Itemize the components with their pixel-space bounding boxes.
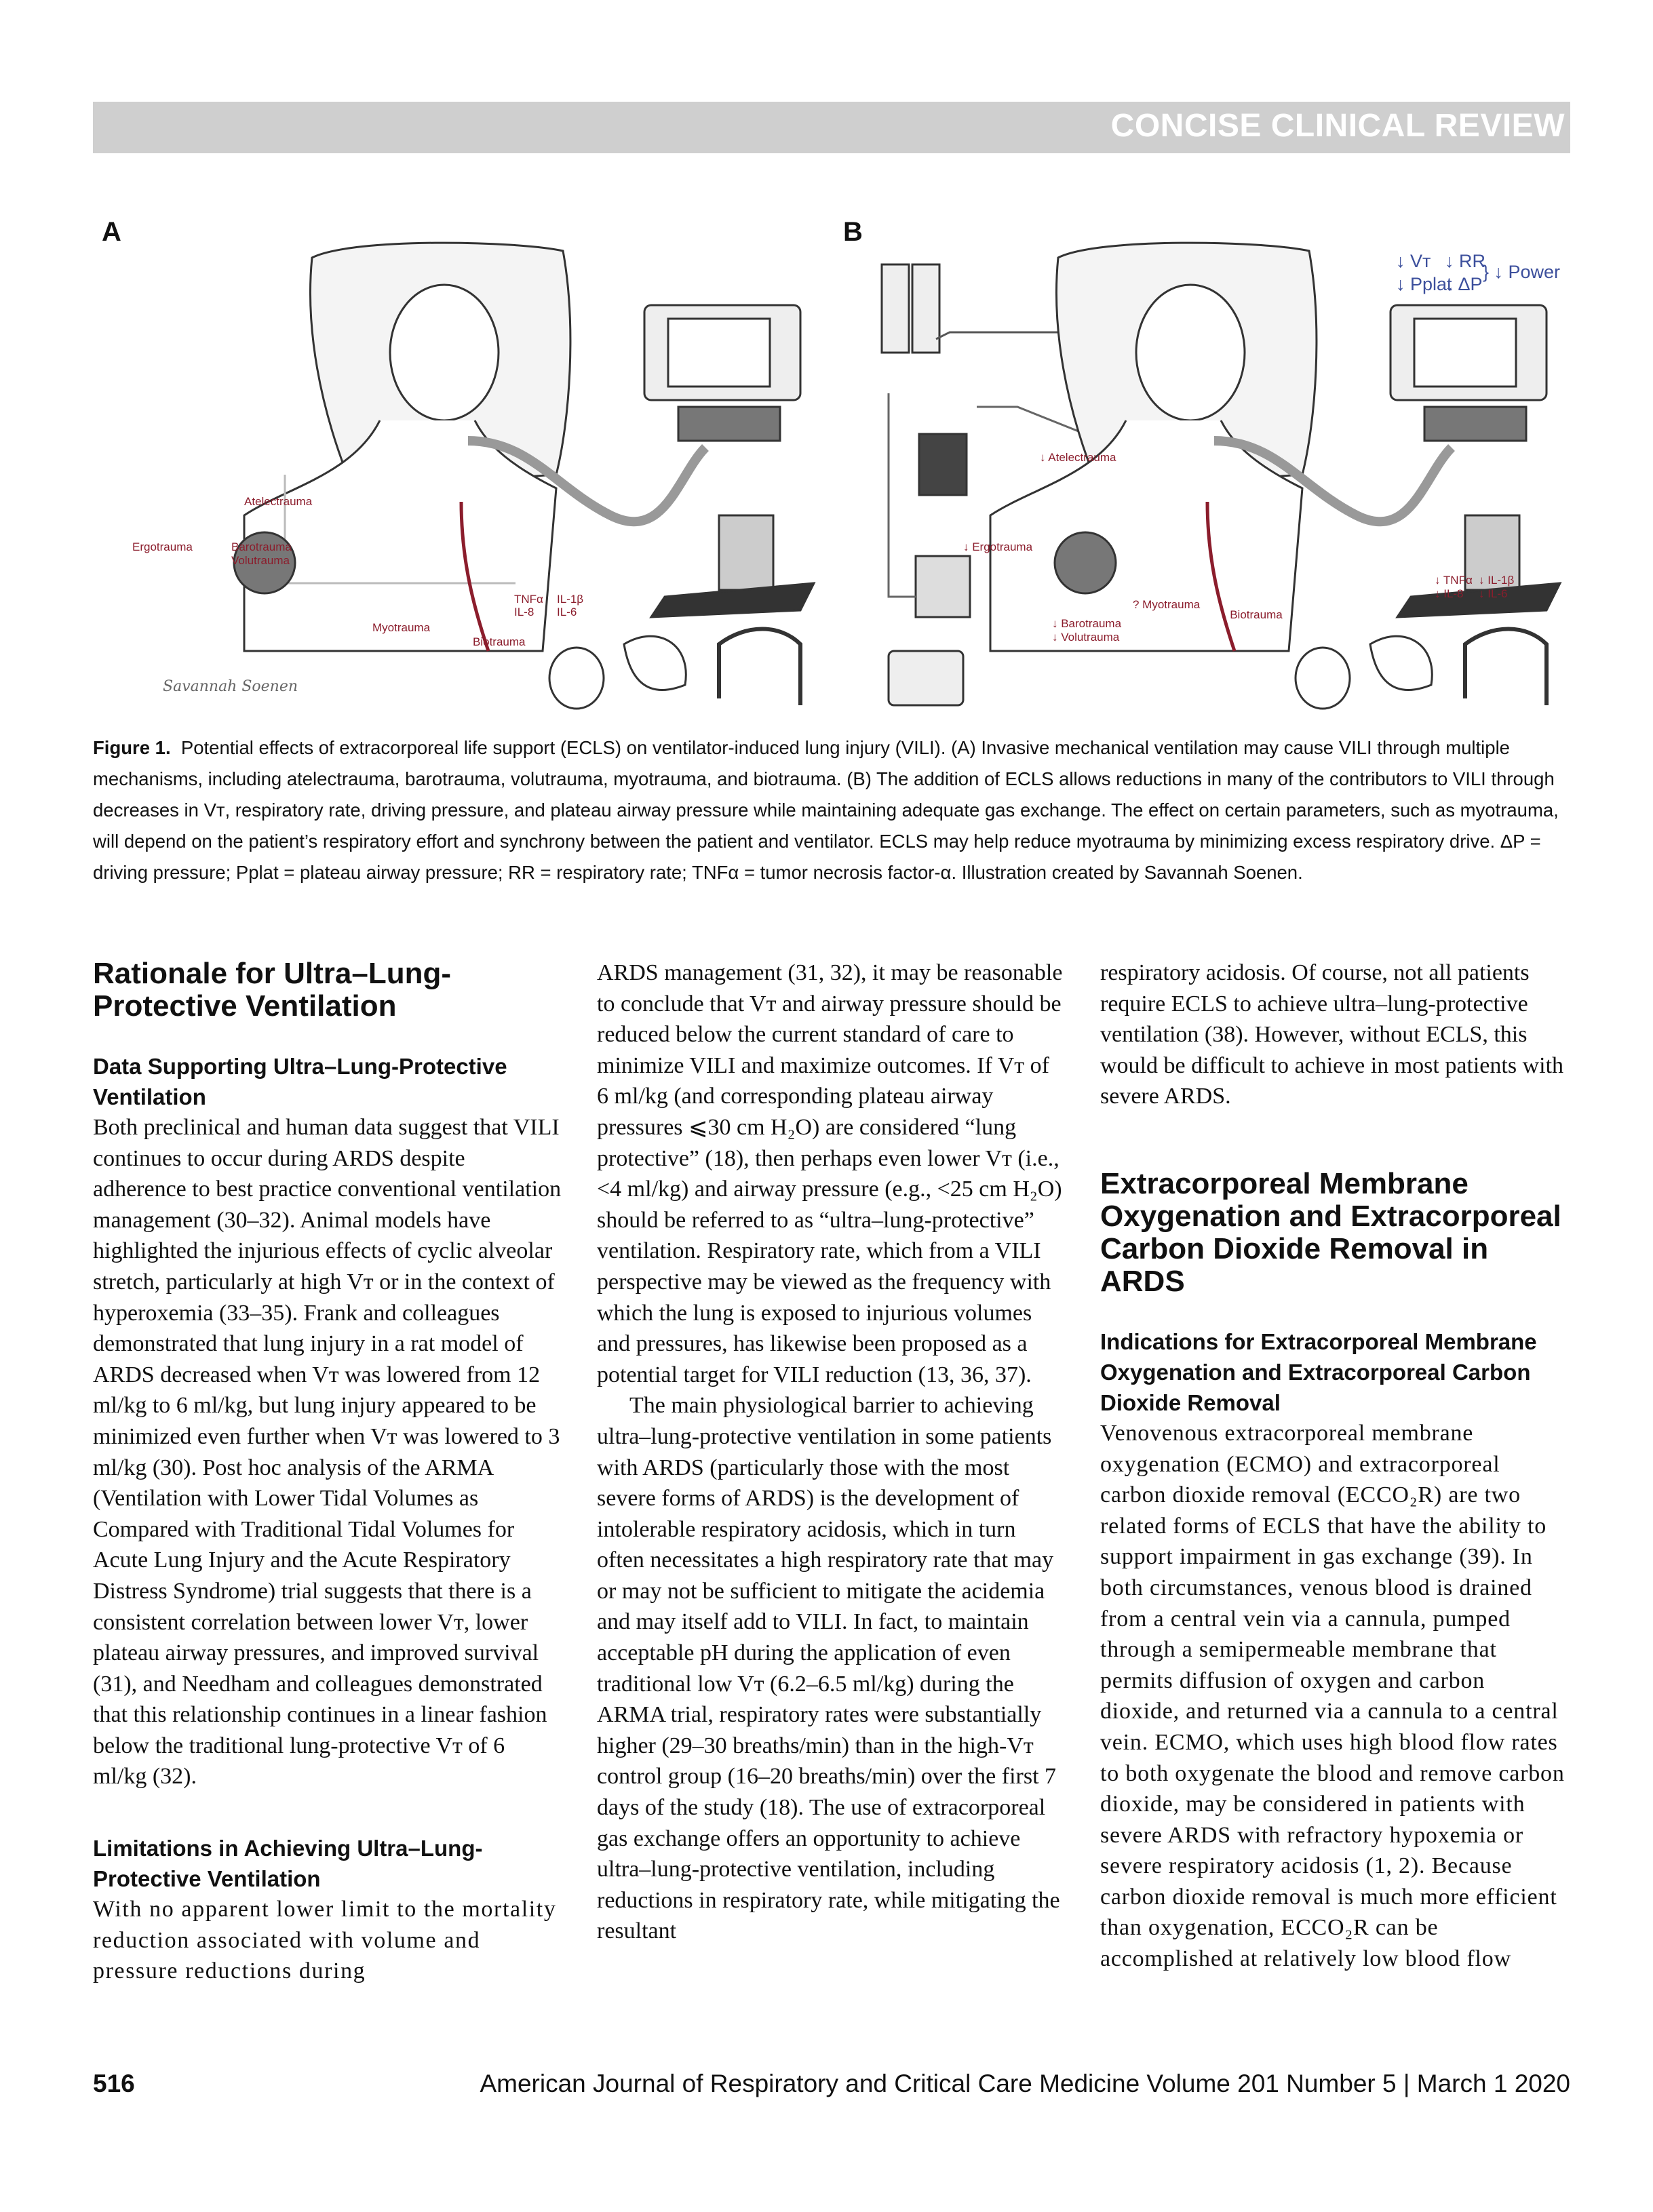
label-tnf: TNFα (514, 593, 543, 606)
caption-text: Potential effects of extracorporeal life support (ECLS) on ventilator-induced lung injury (VILI). (A) Invasive mechanical ventilation may cause VILI through multiple mechanisms, including atelectrauma, barotrauma, volutrauma, myotrauma, and biotrauma. (B) The addition of ECLS allows reductions in many of the contributors to VILI through decreases in Vᴛ, respiratory rate, driving pressure, and plateau airway pressure while maintaining adequate gas exchange. The effect on certain parameters, such as myotrauma, will depend on the patient’s respiratory effort and synchrony between the patient and ventilator. ECLS may help reduce myotrauma by minimizing excess respiratory drive. ΔP = driving pressure; Pplat = plateau airway pressure; RR = respiratory rate; TNFα = tumor necrosis factor-α. Illustration created by Savannah Soenen. (93, 737, 1559, 883)
label-volutrauma: Volutrauma (231, 554, 290, 567)
panel-b-label: B (843, 217, 863, 247)
label-biotrauma: Biotrauma (473, 635, 526, 648)
column-3 (1100, 957, 1570, 1975)
label-ergotrauma-b: ↓ Ergotrauma (963, 540, 1033, 553)
page-number: 516 (93, 2070, 135, 2097)
label-il1b-b: ↓ IL-1β (1479, 574, 1515, 587)
label-delta-p: ↓ ΔP (1445, 274, 1483, 294)
label-il8: IL-8 (514, 606, 534, 618)
label-il1b: IL-1β (557, 593, 584, 606)
artist-signature: Savannah Soenen (163, 678, 298, 695)
label-pplat: ↓ Pplat (1396, 274, 1452, 294)
ecls-console (889, 651, 963, 705)
label-power: } ↓ Power (1483, 262, 1561, 282)
label-il8-b: ↓ IL-8 (1435, 587, 1464, 600)
body-paragraph: The main physiological barrier to achieving ultra–lung-protective ventilation in some patients with ARDS (particularly those with the most severe forms of ARDS) is the development of intolerable respiratory acidosis, which in turn often necessitates a high respiratory rate that may or may not be sufficient to mitigate the acidemia and may itself add to VILI. In fact, to maintain acceptable pH during the application of even traditional low Vᴛ (6.2–6.5 ml/kg) during the ARMA trial, respiratory rates were substantially higher (29–30 breaths/min) than in the high-Vᴛ control group (16–20 breaths/min) over the first 7 days of the study (18). The use of extracorporeal gas exchange offers an opportunity to achieve ultra–lung-protective ventilation, including reductions in respiratory rate, while mitigating the resultant (597, 1393, 1060, 1944)
label-myotrauma: Myotrauma (372, 621, 431, 634)
body-paragraph: ARDS management (31, 32), it may be reasonable to conclude that Vᴛ and airway pressure should be reduced below the current standard of care to minimize VILI and maximize outcomes. If Vᴛ of 6 ml/kg (and corresponding plateau airway pressures ⩽30 cm H₂O) are considered “lung protective” (18), then perhaps even lower Vᴛ (i.e., <4 ml/kg) and airway pressure (e.g., <25 cm H₂O) should be referred to as “ultra–lung-protective” ventilation. Respiratory rate, which from a VILI perspective may be viewed as the frequency with which the lung is exposed to injurious volumes and pressures, has likewise been proposed as a potential target for VILI reduction (13, 36, 37). (597, 960, 1063, 1387)
subsection-heading: Indications for Extracorporeal Membrane Oxygenation and Extracorporeal Carbon Dioxide Removal (1100, 1328, 1537, 1415)
caption-label: Figure 1. (93, 737, 171, 758)
body-paragraph: Venovenous extracorporeal membrane oxygenation (ECMO) and extracorporeal carbon dioxide removal (ECCO₂R) are two related forms of ECLS that have the ability to support impairment in gas exchange (39). In both circumstances, venous blood is drained from a central vein via a cannula, pumped through a semipermeable membrane that permits diffusion of oxygen and carbon dioxide, and returned via a cannula to a central vein. ECMO, which uses high blood flow rates to both oxygenate the blood and remove carbon dioxide, may be considered in patients with severe ARDS with refractory hypoxemia or severe respiratory acidosis (1, 2). Because carbon dioxide removal is much more efficient than oxygenation, ECCO₂R can be accomplished at relatively low blood flow (1100, 1420, 1565, 1972)
label-ergotrauma: Ergotrauma (132, 540, 193, 553)
body-paragraph: Both preclinical and human data suggest that VILI continues to occur during ARDS despite adherence to best practice conventional ventilation management (30–32). Animal models have highlighted the injurious effects of cyclic alveolar stretch, particularly at high Vᴛ or in the context of hyperoxemia (33–35). Frank and colleagues demonstrated that lung injury in a rat model of ARDS decreased when Vᴛ was lowered from 12 ml/kg to 6 ml/kg, but lung injury appeared to be minimized even further when Vᴛ was lowered to 3 ml/kg (30). Post hoc analysis of the ARMA (Ventilation with Lower Tidal Volumes as Compared with Traditional Tidal Volumes for Acute Lung Injury and the Acute Respiratory Distress Syndrome) trial suggests that there is a consistent correlation between lower Vᴛ, lower plateau airway pressures, and improved survival (31), and Needham and colleagues demonstrated that this relationship continues in a linear fashion below the traditional lung-protective Vᴛ of 6 ml/kg (32). (93, 1115, 562, 1790)
label-atelectrauma-b: ↓ Atelectrauma (1040, 451, 1116, 464)
subsection-heading: Limitations in Achieving Ultra–Lung-Protective Ventilation (93, 1836, 483, 1892)
label-barotrauma-b: ↓ Barotrauma (1052, 617, 1122, 630)
label-biotrauma-b: ↓ Biotrauma (1221, 608, 1283, 621)
label-tnf-b: ↓ TNFα (1435, 574, 1473, 587)
panel-a-label: A (102, 217, 121, 247)
label-atelectrauma: Atelectrauma (244, 495, 313, 508)
label-il6: IL-6 (557, 606, 577, 618)
body-paragraph: With no apparent lower limit to the mortality reduction associated with volume and pressure reductions during (93, 1897, 557, 1984)
panel-b-drawing (882, 243, 1560, 709)
liver (624, 636, 686, 690)
kidney (549, 648, 604, 709)
gas-tank (882, 264, 909, 353)
label-myotrauma-b: ? Myotrauma (1133, 598, 1201, 611)
section-title: CONCISE CLINICAL REVIEW (1110, 108, 1565, 144)
label-vt: ↓ Vᴛ (1396, 251, 1431, 271)
section-heading: Rationale for Ultra–Lung-Protective Ventilation (93, 957, 452, 1023)
subsection-heading: Data Supporting Ultra–Lung-Protective Ventilation (93, 1054, 507, 1109)
column-2 (597, 957, 1066, 1947)
figure-caption (93, 732, 1570, 888)
label-il6-b: ↓ IL-6 (1479, 587, 1508, 600)
oxygenator (919, 434, 967, 495)
body-paragraph: respiratory acidosis. Of course, not all patients require ECLS to achieve ultra–lung-protective ventilation (38). However, without ECLS, this would be difficult to achieve in most patients with severe ARDS. (1100, 960, 1564, 1109)
label-rr: ↓ RR (1445, 251, 1485, 271)
journal-citation: American Journal of Respiratory and Critical Care Medicine Volume 201 Number 5 | March 1 2020 (480, 2070, 1570, 2097)
pump (916, 556, 970, 617)
section-heading: Extracorporeal Membrane Oxygenation and Extracorporeal Carbon Dioxide Removal in ARDS (1100, 1166, 1561, 1298)
patient-head (390, 285, 499, 420)
intestine (719, 629, 800, 706)
label-volutrauma-b: ↓ Volutrauma (1052, 631, 1120, 644)
figure-illustration (0, 0, 1653, 726)
label-barotrauma: Barotrauma (231, 540, 292, 553)
column-1 (93, 957, 562, 1987)
